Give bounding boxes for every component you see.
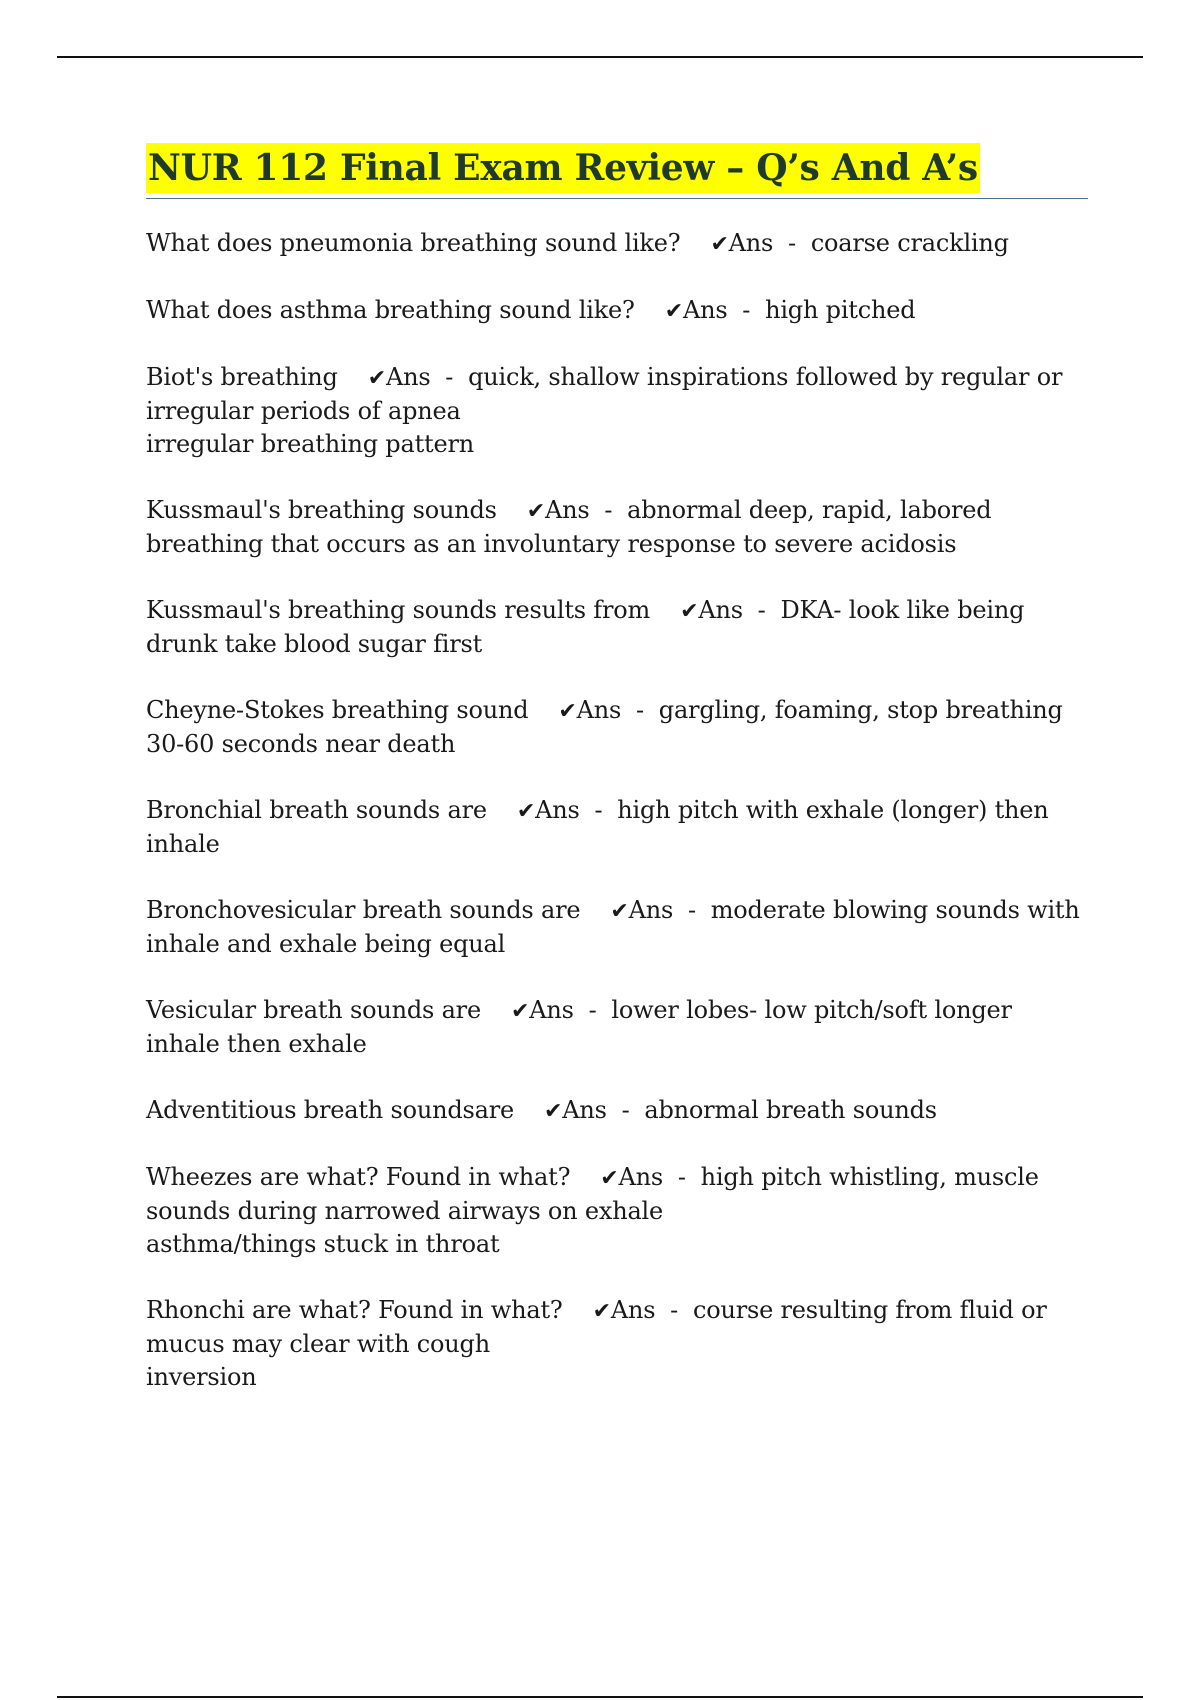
question-text: Biot's breathing	[146, 363, 338, 391]
question-text: What does pneumonia breathing sound like?	[146, 229, 681, 257]
question-text: Kussmaul's breathing sounds	[146, 496, 497, 524]
question-text: Vesicular breath sounds are	[146, 996, 481, 1024]
checkmark-icon: ✔	[610, 899, 629, 924]
document-page	[146, 143, 1088, 1427]
checkmark-icon: ✔	[516, 799, 536, 824]
qa-item	[146, 361, 1088, 461]
answer-prefix: Ans -	[535, 796, 618, 824]
question-text: Bronchovesicular breath sounds are	[146, 896, 581, 924]
checkmark-icon: ✔	[664, 299, 683, 324]
checkmark-icon: ✔	[526, 499, 546, 524]
answer-prefix: Ans -	[562, 1096, 645, 1124]
question-text: Adventitious breath soundsare	[146, 1096, 515, 1124]
answer-prefix: Ans -	[698, 596, 781, 624]
question-text: Bronchial breath sounds are	[146, 796, 487, 824]
document-title: NUR 112 Final Exam Review – Q’s And A’s	[146, 143, 980, 193]
qa-item	[146, 894, 1088, 961]
answer-text: high pitch whistling, muscle sounds during narrowed airways on exhale asthma/things stuck in throat	[146, 1163, 1039, 1258]
checkmark-icon: ✔	[510, 999, 530, 1024]
qa-item	[146, 1161, 1088, 1261]
answer-prefix: Ans -	[610, 1296, 693, 1324]
answer-prefix: Ans -	[728, 229, 811, 257]
answer-text: gargling, foaming, stop breathing 30-60 seconds near death	[146, 696, 1063, 758]
checkmark-icon: ✔	[600, 1166, 619, 1191]
answer-text: DKA- look like being drunk take blood sugar first	[146, 596, 1025, 658]
header-rule	[57, 56, 1143, 58]
answer-text: moderate blowing sounds with inhale and exhale being equal	[146, 896, 1080, 958]
checkmark-icon: ✔	[544, 1099, 563, 1124]
answer-prefix: Ans -	[385, 363, 469, 391]
checkmark-icon: ✔	[710, 232, 729, 257]
qa-item	[146, 294, 1088, 328]
question-text: Cheyne-Stokes breathing sound	[146, 696, 529, 724]
checkmark-icon: ✔	[592, 1299, 611, 1324]
answer-text: high pitch with exhale (longer) then inhale	[146, 796, 1049, 858]
checkmark-icon: ✔	[367, 366, 386, 391]
answer-prefix: Ans -	[682, 296, 766, 324]
checkmark-icon: ✔	[680, 599, 699, 624]
qa-item	[146, 494, 1088, 561]
qa-item	[146, 1094, 1088, 1128]
question-text: Rhonchi are what? Found in what?	[146, 1296, 563, 1324]
footer-rule	[57, 1696, 1143, 1698]
answer-text: coarse crackling	[810, 229, 1009, 257]
title-block	[146, 143, 1088, 199]
checkmark-icon: ✔	[558, 699, 577, 724]
answer-prefix: Ans -	[628, 896, 711, 924]
question-text: What does asthma breathing sound like?	[146, 296, 635, 324]
qa-list	[146, 227, 1088, 1394]
answer-prefix: Ans -	[576, 696, 659, 724]
qa-item	[146, 694, 1088, 761]
qa-item	[146, 794, 1088, 861]
answer-prefix: Ans -	[618, 1163, 701, 1191]
qa-item	[146, 594, 1088, 661]
answer-prefix: Ans -	[529, 996, 612, 1024]
answer-text: high pitched	[765, 296, 916, 324]
answer-text: lower lobes- low pitch/soft longer inhale then exhale	[146, 996, 1012, 1058]
answer-text: course resulting from fluid or mucus may clear with cough inversion	[146, 1296, 1047, 1391]
answer-prefix: Ans -	[545, 496, 628, 524]
question-text: Wheezes are what? Found in what?	[146, 1163, 571, 1191]
qa-item	[146, 227, 1088, 261]
answer-text: abnormal deep, rapid, labored breathing that occurs as an involuntary response to severe acidosis	[146, 496, 992, 558]
qa-item	[146, 1294, 1088, 1394]
answer-text: quick, shallow inspirations followed by regular or irregular periods of apnea irregular breathing pattern	[146, 363, 1063, 458]
answer-text: abnormal breath sounds	[644, 1096, 937, 1124]
qa-item	[146, 994, 1088, 1061]
question-text: Kussmaul's breathing sounds results from	[146, 596, 651, 624]
